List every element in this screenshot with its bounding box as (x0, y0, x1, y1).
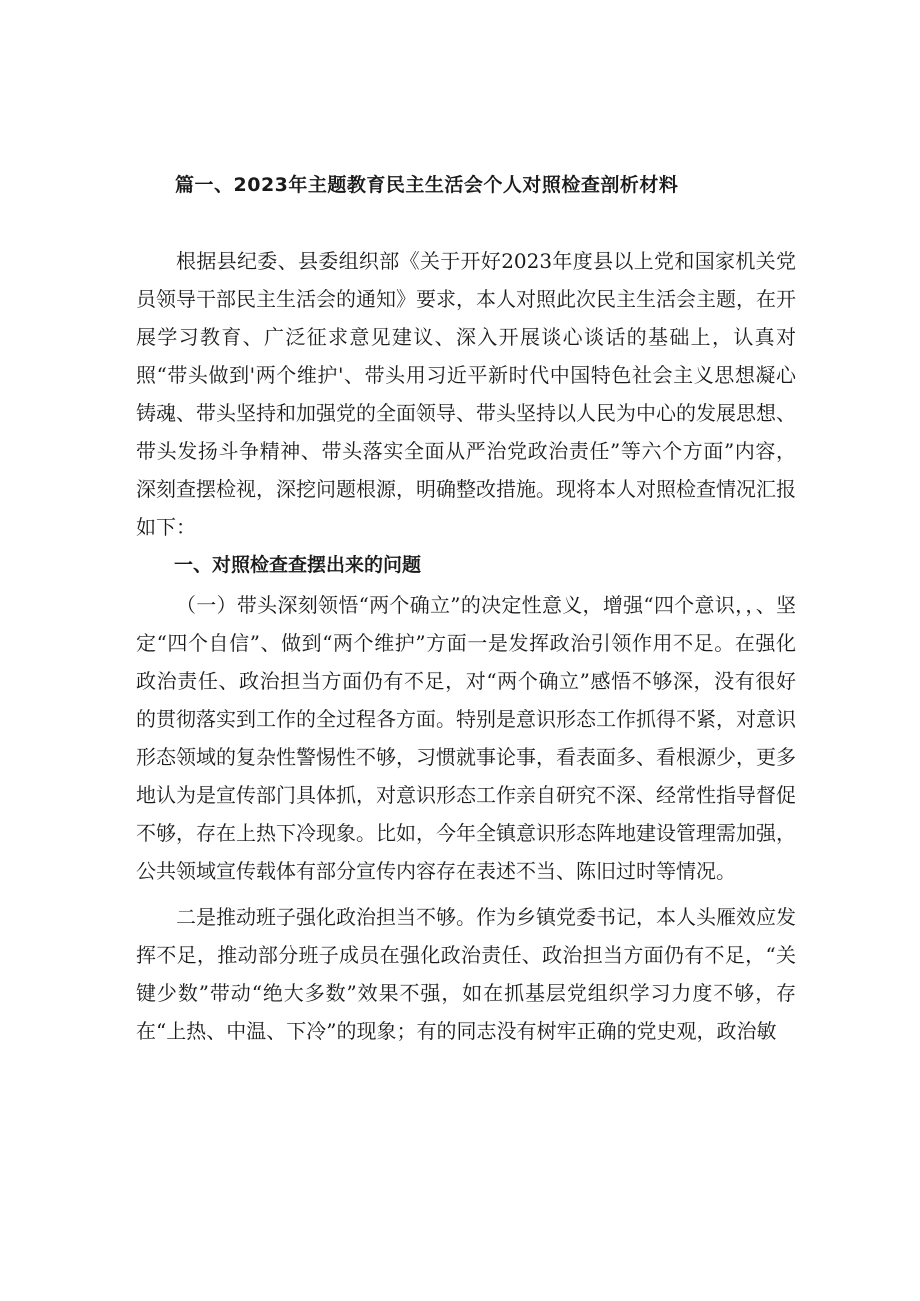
section-heading: 一、对照检查查摆出来的问题 (174, 554, 422, 576)
document-title: 篇一、2023年主题教育民主生活会个人对照检查剖析材料 (175, 174, 679, 196)
document-body (136, 242, 796, 1050)
intro-paragraph: 根据县纪委、县委组织部《关于开好2023年度县以上党和国家机关党员领导干部民主生活会的通知》要求，本人对照此次民主生活会主题，在开展学习教育、广泛征求意见建议、深入开展谈心谈话的基础上，认真对照“带头做到'两个维护'、带头用习近平新时代中国特色社会主义思想凝心铸魂、带头坚持和加强党的全面领导、带头坚持以人民为中心的发展思想、带头发扬斗争精神、带头落实全面从严治党政治责任”等六个方面”内容，深刻查摆检视，深挖问题根源，明确整改措施。现将本人对照检查情况汇报如下： (136, 249, 796, 539)
item-paragraph-2: 二是推动班子强化政治担当不够。作为乡镇党委书记，本人头雁效应发挥不足，推动部分班子成员在强化政治责任、政治担当方面仍有不足，“关键少数”带动“绝大多数”效果不强，如在抓基层党组织学习力度不够，存在“上热、中温、下冷”的现象；有的同志没有树牢正确的党史观，政治敏 (136, 905, 796, 1043)
item-paragraph-1: （一）带头深刻领悟“两个确立”的决定性意义，增强“四个意识，，、坚定“四个自信”、做到“两个维护”方面一是发挥政治引领作用不足。在强化政治责任、政治担当方面仍有不足，对“两个确立”感悟不够深，没有很好的贯彻落实到工作的全过程各方面。特别是意识形态工作抓得不紧，对意识形态领域的复杂性警惕性不够，习惯就事论事，看表面多、看根源少，更多地认为是宣传部门具体抓，对意识形态工作亲自研究不深、经常性指导督促不够，存在上热下冷现象。比如，今年全镇意识形态阵地建设管理需加强，公共领域宣传载体有部分宣传内容存在表述不当、陈旧过时等情况。 (136, 593, 796, 883)
